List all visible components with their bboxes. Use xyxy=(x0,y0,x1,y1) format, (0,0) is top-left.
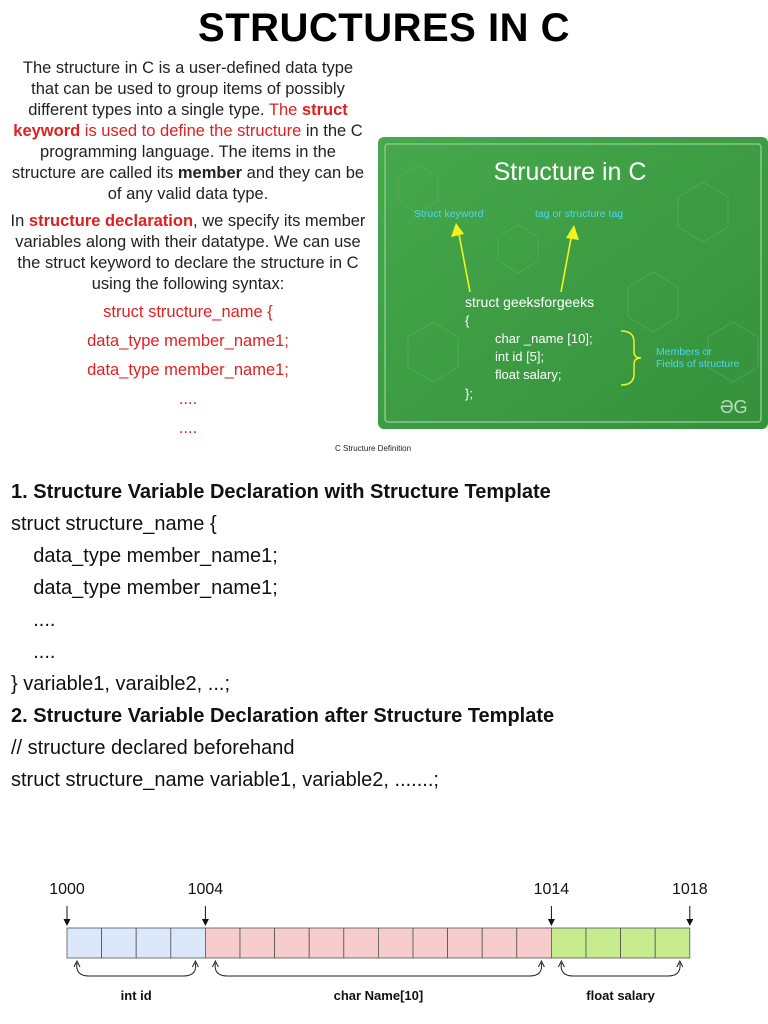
memory-cell xyxy=(482,928,517,958)
figure-title: Structure in C xyxy=(493,158,647,186)
code-line: .... xyxy=(11,609,56,631)
figure-code-line: char _name [10]; xyxy=(495,331,593,346)
code-line: data_type member_name1; xyxy=(11,577,278,599)
intro-paragraph-2 xyxy=(8,211,368,295)
figure-caption: C Structure Definition xyxy=(334,444,412,453)
figure-code-line: { xyxy=(465,313,470,328)
memory-cell xyxy=(205,928,240,958)
memory-layout-diagram xyxy=(30,872,730,1022)
memory-cell xyxy=(378,928,413,958)
syntax-line: .... xyxy=(178,390,198,408)
intro-text xyxy=(8,58,368,301)
field-brace xyxy=(215,963,542,976)
address-arrow-head xyxy=(64,919,71,926)
syntax-line: data_type member_name1; xyxy=(87,361,289,379)
intro-paragraph-1 xyxy=(8,58,368,205)
intro-the: The xyxy=(268,101,302,119)
intro-member: member xyxy=(177,164,243,182)
intro-struct-keyword: struct keyword xyxy=(13,101,348,140)
field-label: int id xyxy=(120,988,152,1003)
field-brace xyxy=(77,963,196,976)
memory-cell xyxy=(171,928,206,958)
memory-cell xyxy=(275,928,310,958)
address-label: 1004 xyxy=(187,881,224,898)
figure-code-line: struct geeksforgeeks xyxy=(465,294,595,310)
syntax-block xyxy=(8,300,368,445)
declaration-code xyxy=(11,476,554,796)
intro-items: in the C programming language. The items in the structure are called its xyxy=(11,122,363,182)
memory-cell xyxy=(517,928,552,958)
geeksforgeeks-logo: ƏG xyxy=(720,397,748,417)
memory-cell xyxy=(448,928,483,958)
syntax-line: struct structure_name { xyxy=(103,303,273,321)
heading-with-template: 1. Structure Variable Declaration with Structure Template xyxy=(11,481,551,503)
heading-after-template: 2. Structure Variable Declaration after Structure Template xyxy=(11,705,555,727)
memory-cell xyxy=(655,928,690,958)
memory-cell xyxy=(309,928,344,958)
intro-valid-type: and they can be of any valid data type. xyxy=(107,164,365,203)
field-label: float salary xyxy=(586,988,655,1003)
memory-cell xyxy=(67,928,102,958)
field-brace xyxy=(561,963,680,976)
figure-code-line: int id [5]; xyxy=(495,349,545,364)
code-line: struct structure_name { xyxy=(11,513,217,535)
memory-cell xyxy=(136,928,171,958)
memory-cell xyxy=(102,928,137,958)
memory-cell xyxy=(621,928,656,958)
memory-cell xyxy=(551,928,586,958)
address-arrow-head xyxy=(548,919,555,926)
code-line: struct structure_name variable1, variable2, .......; xyxy=(11,769,439,791)
figure-code-line: }; xyxy=(465,386,473,401)
address-label: 1018 xyxy=(672,881,708,898)
field-label: char Name[10] xyxy=(333,988,424,1003)
memory-cell xyxy=(586,928,621,958)
code-line: .... xyxy=(11,641,56,663)
address-label: 1014 xyxy=(533,881,570,898)
memory-cell xyxy=(413,928,448,958)
label-struct-keyword: Struct keyword xyxy=(414,208,484,220)
memory-cell xyxy=(344,928,379,958)
code-line: data_type member_name1; xyxy=(11,545,278,567)
code-line: // structure declared beforehand xyxy=(11,737,295,759)
memory-cell xyxy=(240,928,275,958)
intro-definition: The structure in C is a user-defined data type that can be used to group items of possibly different types into a single type. xyxy=(22,59,354,119)
intro-define-structure: is used to define the structure xyxy=(80,122,302,140)
page-title: STRUCTURES IN C xyxy=(198,6,570,50)
intro-syntax-desc: , we specify its member variables along with their datatype. We can use the struct keyword to declare the structure in C using the following syntax: xyxy=(15,212,366,293)
address-arrow-head xyxy=(686,919,693,926)
syntax-line: data_type member_name1; xyxy=(87,332,289,350)
syntax-line: .... xyxy=(178,419,198,437)
address-label: 1000 xyxy=(49,881,85,898)
structure-figure xyxy=(378,137,768,429)
figure-code-line: float salary; xyxy=(495,367,562,382)
code-line: } variable1, varaible2, ...; xyxy=(11,673,231,695)
label-structure-tag: tag or structure tag xyxy=(535,208,624,220)
label-members-1: Members or xyxy=(656,346,713,358)
address-arrow-head xyxy=(202,919,209,926)
intro-structure-declaration: structure declaration xyxy=(28,212,194,230)
intro-in: In xyxy=(10,212,29,230)
label-members-2: Fields of structure xyxy=(656,358,740,370)
